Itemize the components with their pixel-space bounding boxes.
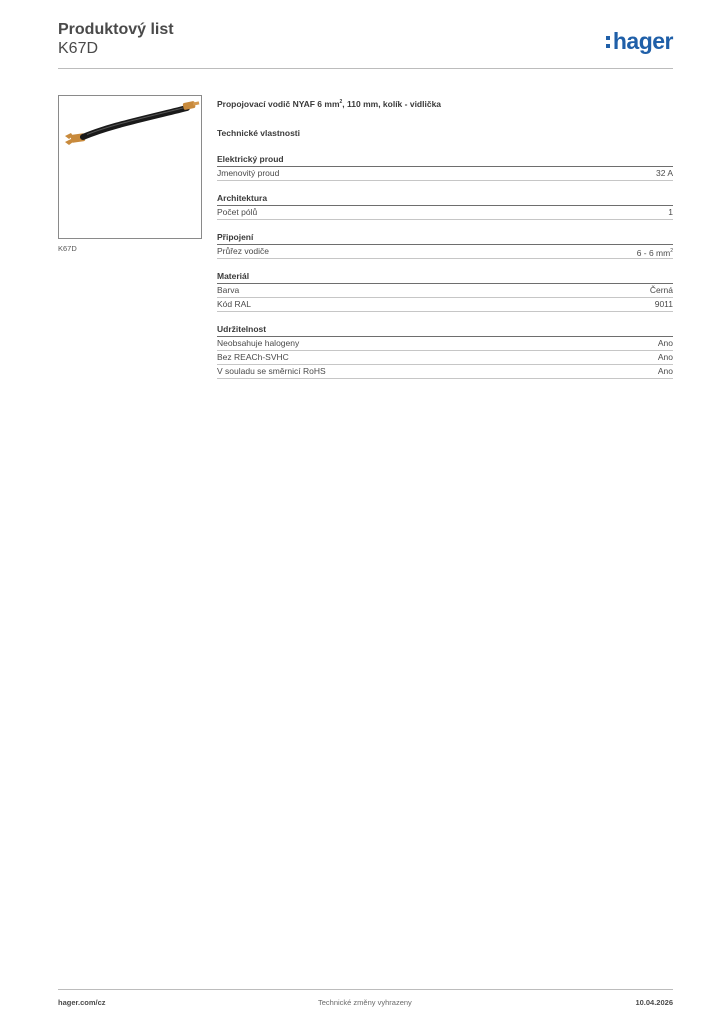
- table-row: Počet pólů 1: [217, 206, 673, 220]
- page-header: [58, 20, 673, 58]
- product-code: K67D: [58, 40, 99, 57]
- logo-text: hager: [612, 28, 673, 54]
- table-row: Bez REACh-SVHC Ano: [217, 351, 673, 365]
- page-title: Produktový list: [58, 21, 174, 38]
- footer-note: Technické změny vyhrazeny: [318, 998, 412, 1007]
- table-row: Kód RAL 9011: [217, 298, 673, 312]
- group-title-udrzitelnost: Udržitelnost: [217, 322, 673, 337]
- footer-divider: [58, 989, 673, 990]
- footer-date: 10.04.2026: [635, 998, 673, 1007]
- product-image: [58, 95, 202, 239]
- table-row: Barva Černá: [217, 284, 673, 298]
- table-row: Jmenovitý proud 32 A: [217, 167, 673, 181]
- cable-illustration: [59, 96, 201, 238]
- product-content: [217, 96, 673, 379]
- section-title: Technické vlastnosti: [217, 128, 300, 138]
- group-title-elektricky-proud: Elektrický proud: [217, 152, 673, 167]
- product-name: Propojovací vodič NYAF 6 $mm^2$, 110 mm, kolík - vidlička: [217, 99, 442, 109]
- table-row: V souladu se směrnicí RoHS Ano: [217, 365, 673, 379]
- group-title-architektura: Architektura: [217, 191, 673, 206]
- header-divider: [58, 68, 673, 69]
- hager-logo: [606, 28, 673, 54]
- group-title-pripojeni: Připojení: [217, 230, 673, 245]
- table-row: Neobsahuje halogeny Ano: [217, 337, 673, 351]
- footer-website-link[interactable]: hager.com/cz: [58, 998, 106, 1007]
- logo-dots-icon: [606, 34, 611, 50]
- group-title-material: Materiál: [217, 269, 673, 284]
- table-row: Průřez vodiče 6 - 6 $mm^2$: [217, 246, 673, 258]
- image-caption: K67D: [58, 244, 77, 253]
